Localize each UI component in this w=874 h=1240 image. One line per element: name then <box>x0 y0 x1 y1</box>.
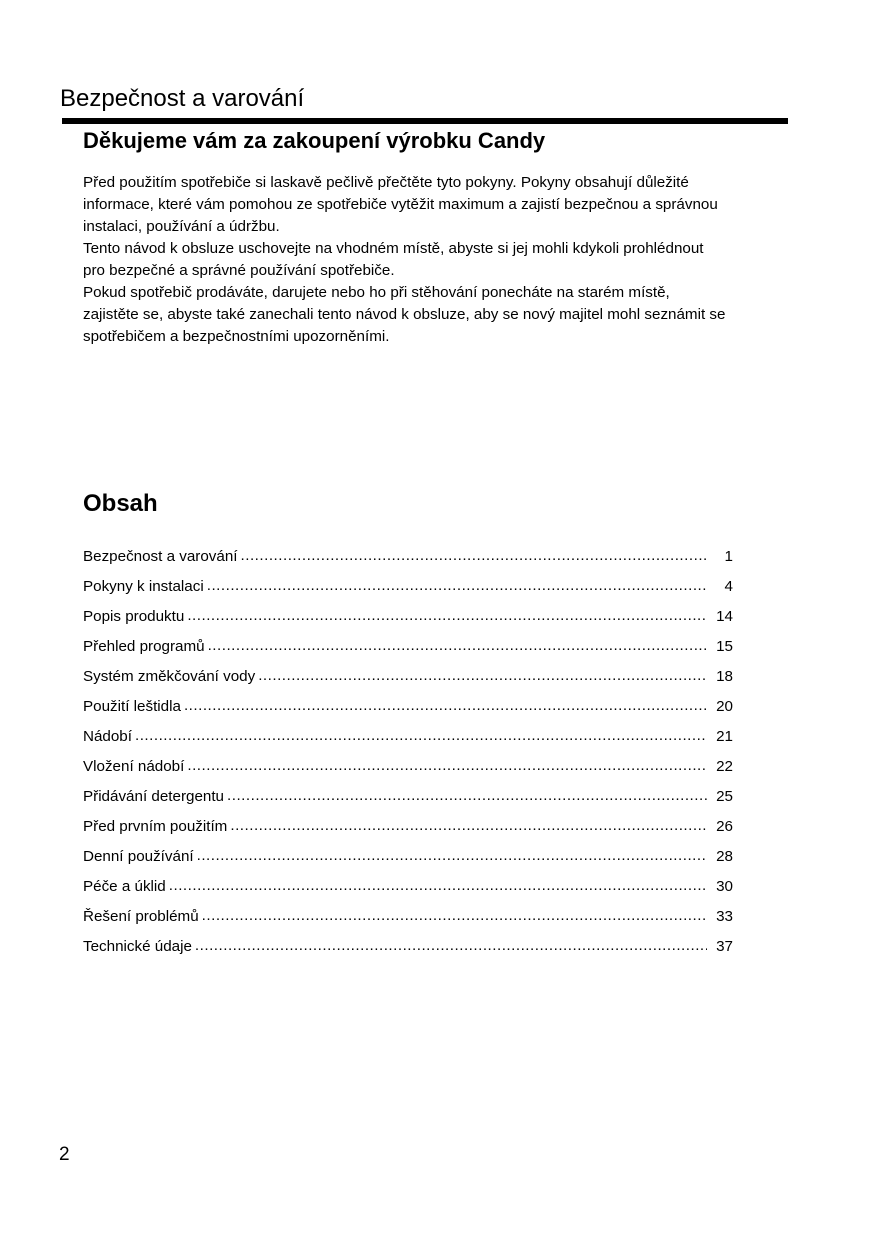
toc-entry-page: 15 <box>716 637 733 655</box>
intro-line: spotřebičem a bezpečnostními upozorněními. <box>83 328 390 345</box>
toc-entry-label: Před prvním použitím <box>83 817 228 835</box>
table-of-contents <box>83 541 733 961</box>
toc-leader-dots <box>230 817 707 835</box>
toc-entry[interactable] <box>83 871 733 901</box>
toc-heading: Obsah <box>83 490 158 517</box>
toc-entry-page: 21 <box>716 727 733 745</box>
toc-entry-page: 30 <box>716 877 733 895</box>
toc-entry-label: Vložení nádobí <box>83 757 185 775</box>
toc-entry-page: 25 <box>716 787 733 805</box>
page-number: 2 <box>59 1144 70 1165</box>
toc-entry[interactable] <box>83 841 733 871</box>
toc-entry[interactable] <box>83 721 733 751</box>
toc-leader-dots <box>195 937 707 955</box>
intro-line: instalaci, používání a údržbu. <box>83 218 280 235</box>
toc-entry-page: 26 <box>716 817 733 835</box>
intro-line: informace, které vám pomohou ze spotřebiče vytěžit maximum a zajistí bezpečnou a správnou <box>83 196 718 213</box>
toc-entry-page: 18 <box>716 667 733 685</box>
toc-entry[interactable] <box>83 661 733 691</box>
toc-leader-dots <box>187 757 707 775</box>
toc-entry[interactable] <box>83 901 733 931</box>
toc-entry-label: Nádobí <box>83 727 132 745</box>
toc-leader-dots <box>135 727 707 745</box>
toc-leader-dots <box>258 667 707 685</box>
toc-leader-dots <box>187 607 707 625</box>
toc-entry[interactable] <box>83 691 733 721</box>
intro-line: pro bezpečné a správné používání spotřebiče. <box>83 262 395 279</box>
toc-leader-dots <box>208 637 707 655</box>
toc-entry[interactable] <box>83 571 733 601</box>
toc-entry-page: 37 <box>716 937 733 955</box>
toc-entry-label: Systém změkčování vody <box>83 667 256 685</box>
toc-entry-page: 20 <box>716 697 733 715</box>
toc-entry-label: Přidávání detergentu <box>83 787 225 805</box>
toc-entry[interactable] <box>83 931 733 961</box>
toc-entry-page: 22 <box>716 757 733 775</box>
toc-entry-label: Použití leštidla <box>83 697 181 715</box>
toc-entry-label: Bezpečnost a varování <box>83 547 238 565</box>
toc-entry-label: Řešení problémů <box>83 907 199 925</box>
toc-entry-label: Popis produktu <box>83 607 185 625</box>
toc-entry-page: 4 <box>724 577 733 595</box>
toc-entry[interactable] <box>83 541 733 571</box>
toc-entry-page: 28 <box>716 847 733 865</box>
toc-leader-dots <box>227 787 707 805</box>
toc-leader-dots <box>207 577 707 595</box>
toc-entry-label: Přehled programů <box>83 637 205 655</box>
thanks-heading: Děkujeme vám za zakoupení výrobku Candy <box>83 128 546 153</box>
toc-entry[interactable] <box>83 781 733 811</box>
header-rule <box>62 118 788 124</box>
toc-entry[interactable] <box>83 601 733 631</box>
intro-line: Před použitím spotřebiče si laskavě pečlivě přečtěte tyto pokyny. Pokyny obsahují důležité <box>83 174 689 191</box>
toc-entry-label: Denní používání <box>83 847 194 865</box>
section-title: Bezpečnost a varování <box>60 85 305 112</box>
toc-leader-dots <box>241 547 707 565</box>
intro-paragraph <box>83 172 795 348</box>
intro-line: Tento návod k obsluze uschovejte na vhodném místě, abyste si jej mohli kdykoli prohlédnout <box>83 240 704 257</box>
toc-entry[interactable] <box>83 751 733 781</box>
toc-entry-page: 33 <box>716 907 733 925</box>
toc-entry-label: Technické údaje <box>83 937 192 955</box>
intro-line: Pokud spotřebič prodáváte, darujete nebo ho při stěhování ponecháte na starém místě, <box>83 284 670 301</box>
toc-leader-dots <box>184 697 707 715</box>
toc-entry[interactable] <box>83 811 733 841</box>
toc-entry[interactable] <box>83 631 733 661</box>
intro-line: zajistěte se, abyste také zanechali tento návod k obsluze, aby se nový majitel mohl seznámit se <box>83 306 726 323</box>
toc-entry-label: Pokyny k instalaci <box>83 577 204 595</box>
toc-entry-label: Péče a úklid <box>83 877 166 895</box>
toc-entry-page: 14 <box>716 607 733 625</box>
toc-entry-page: 1 <box>724 547 733 565</box>
toc-leader-dots <box>169 877 707 895</box>
toc-leader-dots <box>202 907 707 925</box>
toc-leader-dots <box>197 847 707 865</box>
